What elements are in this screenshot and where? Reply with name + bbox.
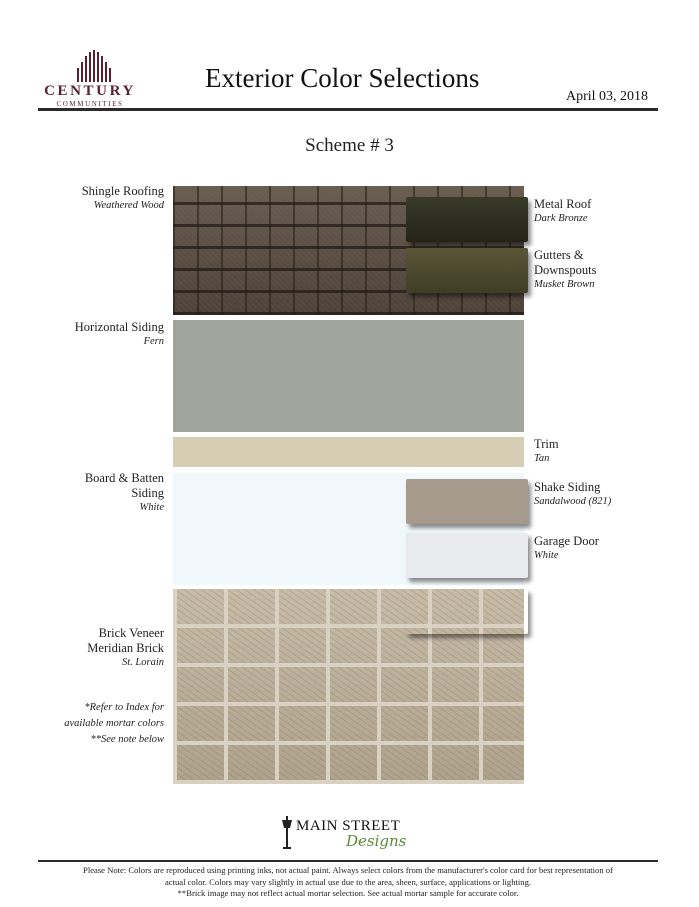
brick-chip-shadow [406, 589, 528, 634]
shake-siding-chip [406, 479, 528, 524]
trim-label-block [534, 437, 559, 465]
metal-roof-chip [406, 197, 528, 242]
gutters-label-line1: Gutters & [534, 248, 584, 262]
document-date: April 03, 2018 [566, 89, 649, 104]
mortar-note-line1: *Refer to Index for [84, 702, 164, 713]
page-title: Exterior Color Selections [205, 63, 480, 93]
designs-logo-script: Designs [346, 832, 407, 850]
metal-roof-color-name: Dark Bronze [534, 213, 588, 224]
shake-label: Shake Siding [534, 480, 601, 494]
horizontal-siding-label: Horizontal Siding [74, 320, 164, 334]
footer-divider [38, 860, 658, 862]
gutters-label-block [534, 248, 597, 291]
footer-note-line1: Please Note: Colors are reproduced using printing inks, not actual paint. Always select colors from the manufacturer's color card for best representation of [83, 865, 613, 875]
gutters-color-name: Musket Brown [534, 279, 595, 290]
garage-label-block [534, 534, 599, 562]
century-logo-subtitle: COMMUNITIES [56, 100, 124, 108]
metal-roof-label: Metal Roof [534, 197, 592, 211]
main-street-logo-text: MAIN STREET [296, 818, 401, 834]
brick-label-block [87, 626, 164, 669]
footer-note-line3: **Brick image may not reflect actual mortar selection. See actual mortar sample for accurate color. [177, 888, 519, 898]
mortar-notes [64, 700, 164, 748]
metal-roof-label-block [534, 197, 591, 225]
lamp-post-icon [278, 816, 296, 850]
footer-note-line2: actual color. Colors may vary slightly in actual use due to the area, sheen, surface, applications or lighting. [164, 876, 532, 887]
shingle-label: Shingle Roofing [81, 184, 164, 198]
horizontal-siding-color-name: Fern [143, 336, 164, 347]
board-batten-label-block [85, 471, 164, 514]
footer-disclaimer [38, 865, 658, 900]
gutters-label-line2: Downspouts [534, 263, 597, 277]
mortar-note-line3: **See note below [90, 734, 164, 745]
garage-label: Garage Door [534, 534, 599, 548]
scheme-title: Scheme # 3 [305, 135, 394, 156]
header-divider [38, 108, 658, 111]
trim-label: Trim [534, 437, 559, 451]
garage-color-name: White [534, 550, 559, 561]
shingle-color-name: Weathered Wood [93, 200, 164, 211]
shingle-label-block [82, 184, 164, 212]
board-batten-color-name: White [139, 502, 164, 513]
mortar-note-line2: available mortar colors [64, 718, 164, 729]
trim-color-name: Tan [534, 453, 550, 464]
board-batten-label-line2: Siding [131, 486, 164, 500]
board-batten-label-line1: Board & Batten [84, 471, 164, 485]
shake-color-name: Sandalwood (821) [534, 496, 612, 507]
gutters-chip [406, 248, 528, 293]
trim-swatch [173, 437, 524, 467]
brick-color-name: St. Lorain [121, 657, 164, 668]
brick-label-line1: Brick Veneer [98, 626, 164, 640]
garage-door-chip [406, 533, 528, 578]
horizontal-siding-swatch [173, 320, 524, 432]
shake-label-block [534, 480, 611, 508]
main-street-designs-logo [278, 816, 428, 858]
century-logo-word: CENTURY [44, 83, 136, 99]
horizontal-siding-label-block [75, 320, 164, 348]
brick-label-line2: Meridian Brick [87, 641, 164, 655]
